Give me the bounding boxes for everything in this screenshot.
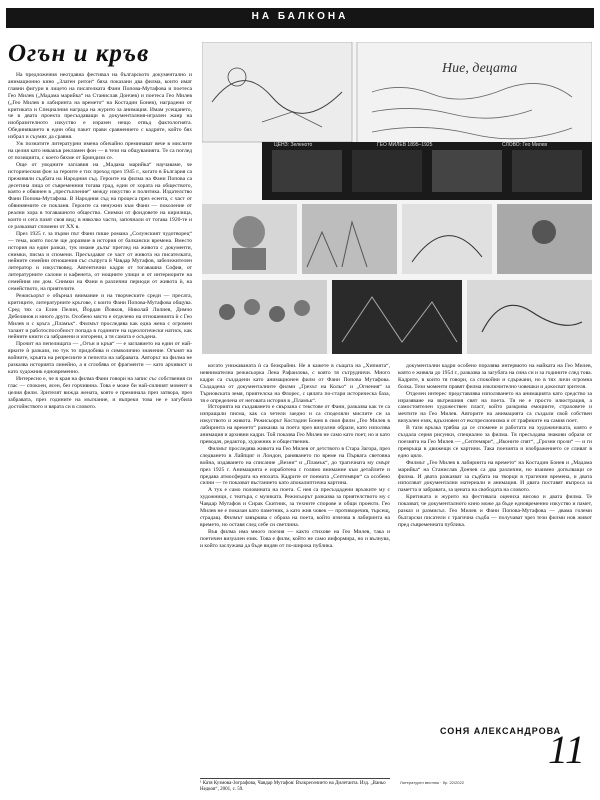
paragraph: Филмът проследява живота на Гео Милев от детството в Стара Загора, през следването в Лайпциг и Лондон, раняването по време на Първата световна война, издаването на списание „Везни“ и „Пламък“, до трагичната му смърт през 1925 г. Анимацията е изработена с голямо внимание към детайлите и предава атмосферата на епохата. Кадрите от поемата „Септември“ са особено силни — те показват въстанието като апокалиптична картина.	[200, 445, 390, 487]
film-stills-collage	[202, 42, 592, 354]
figure-sign: Ние, децата	[442, 61, 518, 76]
paragraph: Филмът „Гео Милев в лабиринта на времето“ на Костадин Бонев и „Мадама марийка“ на Станислав Дончев са два различни, но взаимно допълващи се филма. И двата разказват за съдбата на творци в трагични времена, и двата използват документални материали и анимация. И двата поставят въпроса за паметта и забравата, за цената на свободата на словото.	[398, 459, 592, 494]
still-crowd	[202, 280, 327, 354]
still-night-scene	[332, 280, 462, 354]
still-drawing	[402, 204, 492, 274]
article-column-1	[8, 72, 192, 790]
article-column-3	[398, 363, 592, 708]
paragraph: През 1925 г. за първи път Фани пише романа „Солунският чудотворец“ — тема, която после ще доразвие в история от балкански времена. Вместо история на един разказ, тук имаме дълъг преглед на живота с документи, снимки, писма и спомени. Пресъздават се част от живота на писателката, нейните семейни отношения със съпруга ѝ Чавдар Мутафов, забележителен литератор и изкуствовед. Автентични кадри от тогавашна София, от литературните салони и кафенета, от нощните улици и от интериорите на семейния им дом. Снимки на Фани в различни периоди от живота ѝ, на семейството, на приятелите.	[8, 230, 192, 293]
paragraph: Уж познатите литературни имена обичайно преминават вече в мислите на целия като някакъв рекламен фон — в тези на общуванията. Те са поглед от позицията, с което бяхме от Бриндизи се.	[8, 141, 192, 161]
strip-label-3: СЛОВО: Гео Милев	[502, 142, 548, 148]
paragraph: На предложения неотдавна фестивал на българското документално и анимационно кино „Златен ритон“ бяха показани два филма, които имат главни фигури в лицето на писателката Фани Попова-Мутафова и поетеса Гео Милев („Мадама марийка“ на Станислав Дончев) и поетеса Гео Милев („Гео Милев в лабиринта на времето“ на Костадин Бонев), наградени от критиката и Специалния награда на журито за анимация. Имам усещането, че в двата проекта пресъздаващи в документалния-игрален жанр на изобразителното изкуство е изразен нещо отвъд фактологията. Обединяването в един общ пакет прави сравнението с кадрите, който бях избрал и съумях да сравня.	[8, 72, 192, 141]
paragraph: Още от уводните заглавия на „Мадама марийка“ научаваме, че историческия фон за героите е тих преход през 1945 г., когато в България са преживяли съдбата на Народния съд. Героите на филма на Фани Попова са десетина лица от съвременния тогава град, един от хората на обществото, която е обвинен в „престъпление“ между изкуство и политика. Издателство Фани Попова-Мутафова. В Народния съд на процеса през есента, с част от обвиняемите се покланя. Героите са ненужни към Фани — поколение от реални хора в тогавашното общество. Снимки от фондовете на кирилица, които и сега пазят своя вид; в няколко части, започнали от тогава 1920-те и се разказват спомени от XX в.	[8, 161, 192, 230]
publication-credit: Литературен вестник · бр. 22/2022	[400, 780, 464, 785]
paragraph: Интересно е, че в края на филма Фани говори на запис със собствения си глас — спокоен, ясен, без горчивина. Това е може би най-силният момент в целия филм. Зрителят вижда жената, която е преминала през затвора, през забравата, през годините на мълчание, и въпреки това не е загубила достойнството и вярата си в словото.	[8, 375, 192, 410]
paragraph: Отделен интерес представлява използването на анимацията като средство за изразяване на вътрешния свят на поета. Тя не е просто илюстрация, а самостоятелен художествен пласт, който разкрива емоциите, страховете и мечтите на Гео Милев. Авторите на анимацията са създали свой собствен визуален език, вдъхновен от експресионизма и от графиките на самия поет.	[398, 390, 592, 425]
section-header-bar	[6, 8, 594, 28]
author-name: СОНЯ АЛЕКСАНДРОВА	[440, 726, 562, 736]
article-title: Огън и кръв	[8, 40, 150, 67]
still-city	[302, 204, 397, 274]
paragraph: В тази връзка трябва да се спомене и работата на художничката, която е създала серия рисунки, специално за филма. Тя пресъздава знакови образи от поезията на Гео Милев — „Септември“, „Иконите спят“, „Грозни прози“ — и ги превръща в движещи се картини. Така поезията и изображението се сливат в едно цяло.	[398, 425, 592, 459]
still-sketch-horse	[467, 280, 592, 354]
paragraph: Прочит на пепелищата — „Огън и кръв“ — е заглавието на един от най-ярките ѝ разкази, но тук то придобива и символично значение. Огънят на войните, кръвта на репресиите и пепелта на забравата. Авторът на филма не разказва историята линейно, а я сглобява от фрагменти — като архивист и като художник едновременно.	[8, 341, 192, 375]
section-title: НА БАЛКОНА	[251, 11, 349, 22]
paragraph: когато унижаваната ѝ са безкрайни. Не я кажете в същата на „Хипията“, невнимателна режисьорка Лена Рафаилова, с която тя сътрудничи. Много кадри са създадени като анимационен филм от Фани Попова Мутафова. Създадена от документалните филми „Грехът на Кольо“ и „Огнения“ за Търновската земя, приятелска на Флорес, с цялата по-стари историческа база, тя е определена от неговата история в „Пламък“.	[200, 363, 390, 404]
strip-label-2: ГЕО МИЛЕВ 1895–1925	[377, 142, 433, 148]
page-number: 11	[548, 727, 586, 772]
paragraph: А тук е само половината на поета. С нея са пресъздадени връзките му с художници, с театъра, с музиката. Режисьорът разказва за приятелството му с Чавдар Мутафов и Сирак Скитник, за техните спорове и общи проекти. Гео Милев не е показан като паметник, а като жив човек — противоречив, търсещ, страдащ. Филмът завършва с образа на поета, който изчезва в лабиринта на времето, но оставя след себе си светлина.	[200, 487, 390, 528]
paragraph: Историята на създаването е свързана с текстове от Фани, разказва как те са изпращали писма, как са четели заедно и са споделяли мислите си за изкуството и живота. Режисьорът Костадин Бонев в своя филм „Гео Милев в лабиринта на времето“ разказва за поета чрез визуални образи, като използва анимация и архивни кадри. Той показва Гео Милев не само като поет, но и като преводач, редактор, художник и общественик.	[200, 404, 390, 445]
article-column-2	[200, 363, 390, 773]
paragraph: Във филма има много поезия — както стихове на Гео Милев, така и поетичен визуален език. Това е филм, който не само информира, но и вълнува, и който заслужава да бъде видян от по-широка публика.	[200, 528, 390, 549]
footnote: ¹ Катя Кузмова-Зографова, Чавдар Мутафов: Възкресението на Дилетанта. Изд. „Ваньо Недков“, 2001, с. 59.	[200, 778, 390, 793]
paragraph: Режисьорът е обърнал внимание и на творческите среди — пресата, критиците, литературните кръгове, с които Фани Попова-Мутафова общува. Сред тях са Елин Пелин, Йордан Йовков, Николай Лилиев, Димчо Дебелянов и много други. Особено място е отделено на отношенията ѝ с Гео Милев и с кръга „Пламък“. Филмът проследява как една жена с огромен талант и работоспособност попада в годините на идеологически натиск, как нейните книги са забранени и изгорени, а тя самата е осъдена.	[8, 293, 192, 341]
strip-label-1: ЦЕНЗ: Зеленото	[274, 142, 313, 148]
sketch-panel	[202, 42, 352, 142]
paragraph: документални кадри особено поразява интервюто на майката на Гео Милев, която е живяла до 1954 г., разказва за загубата на сина си и за годините след това. Кадрите, в които тя говори, са спокойни и сдържани, но в тях личи огромна болка. Тези моменти правят филма изключително човешки и докосват зрителя.	[398, 363, 592, 390]
paragraph: Критиката и журито на фестивала оцениха високо и двата филма. Те показват, че документалното кино може да бъде едновременно изкуство и памет, разказ и размисъл. Гео Милев и Фани Попова-Мутафова — двама големи български писатели с трагична съдба — получават чрез тези филми нов живот пред съвременната публика.	[398, 494, 592, 528]
